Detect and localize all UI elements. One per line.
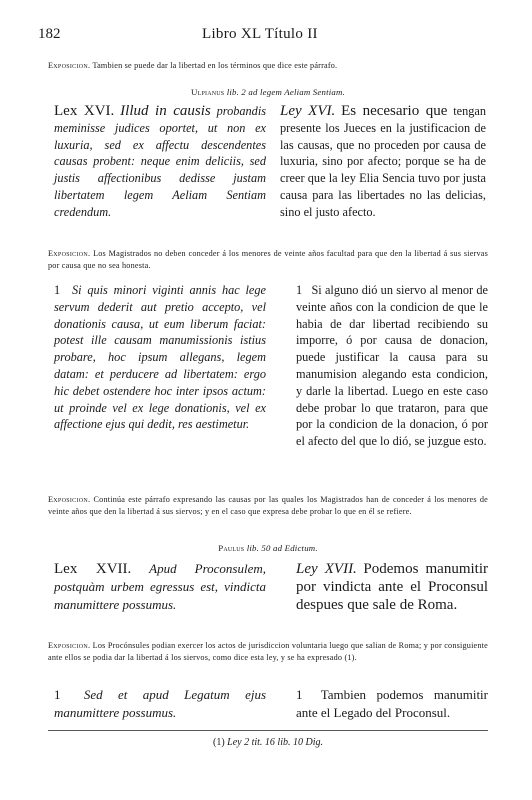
lex-17-latin-body: Apud Proconsulem, postquàm urbem egressus est, vindicta manumittere possumus. — [54, 561, 266, 612]
lex-17-spanish — [296, 560, 488, 614]
paragraph-1-spanish — [296, 282, 488, 450]
lex-16-spanish — [280, 103, 486, 221]
exposition-text: Tambien se puede dar la libertad en los términos que dice este párrafo. — [92, 61, 338, 70]
source-citation-1 — [48, 87, 488, 97]
exposition-label: Exposicion. — [48, 61, 91, 70]
paragraph-2-spanish-number: 1 — [296, 687, 303, 702]
footnote — [48, 737, 488, 748]
source-detail: lib. 50 ad Edictum. — [246, 543, 318, 553]
lex-16-spanish-heading: Ley XVI. — [280, 103, 336, 119]
source-detail: lib. 2 ad legem Aeliam Sentiam. — [226, 87, 345, 97]
lex-17-spanish-heading: Ley XVII. — [296, 561, 357, 577]
exposition-label: Exposicion. — [48, 249, 91, 258]
source-author: Ulpianus — [191, 87, 225, 97]
lex-16-spanish-body: tengan presente los Jueces en la justificacion de las causas, que no proceden por causa de luxuria, sino por afecto; porque se ha de creer que la ley Elia Sencia tuvo por justa causa para las libertades no las delicias, sino el justo afecto. — [280, 104, 487, 219]
lex-16-latin-heading-text: Illud in causis — [120, 103, 211, 119]
paragraph-2-latin — [54, 686, 266, 722]
exposition-1 — [48, 60, 488, 72]
lex-17-latin — [54, 560, 266, 614]
paragraph-1-latin — [54, 282, 266, 433]
lex-16-latin-body: probandis meminisse judices oportet, ut non ex luxuria, sed ex affectu descendentes causas probent: neque enim deliciis, sed justis affectionibus dedisse justam libertatem legem Aeliam Sentiam credendum. — [54, 104, 267, 219]
lex-16-latin-heading: Lex XVI. — [54, 103, 115, 119]
lex-17-latin-heading: Lex XVII. — [54, 561, 132, 577]
exposition-2 — [48, 248, 488, 272]
exposition-text: Los Magistrados no deben conceder á los menores de veinte años facultad para que den la libertad á sus siervas por causa que no sea honesta. — [48, 249, 488, 270]
page-number: 182 — [38, 26, 61, 42]
exposition-label: Exposicion. — [48, 641, 91, 650]
source-author: Paulus — [218, 543, 245, 553]
footnote-rule — [48, 730, 488, 731]
lex-16-latin — [54, 103, 266, 221]
page-title: Libro XL Título II — [202, 26, 318, 42]
exposition-text: Continúa este párrafo expresando las causas por las quales los Magistrados han de conceder á los menores de veinte años que den la libertad á sus siervos; y en el caso que expresa debe probar lo que en él se refiere. — [48, 495, 488, 516]
exposition-3 — [48, 494, 488, 518]
paragraph-1-spanish-body: Si alguno dió un siervo al menor de veinte años con la condicion de que le habia de dar libertad recibiendo su imporre, ó por causa de donacion, puede justificar la causa para su manumision alegando esta condicion, y darle la libertad. Luego en este caso debe probar lo que trataron, para que por la condicion de la donacion, ó por el afecto del que lo dió, se juzgue esto. — [296, 283, 489, 449]
paragraph-2-spanish — [296, 686, 488, 722]
lex-16-spanish-heading-text: Es necesario que — [341, 103, 448, 119]
footnote-text: Ley 2 tit. 16 lib. 10 Dig. — [227, 737, 323, 748]
exposition-4 — [48, 640, 488, 664]
paragraph-2-latin-number: 1 — [54, 687, 61, 702]
footnote-mark: (1) — [212, 737, 225, 748]
source-citation-2 — [48, 543, 488, 553]
exposition-label: Exposicion. — [48, 495, 91, 504]
exposition-text: Los Procónsules podian exercer los actos de jurisdiccion voluntaria luego que salian de Roma; y por consiguiente ante ellos se podia dar la libertad á los siervos, como dice esta ley, y se ha expresado (1). — [48, 641, 488, 662]
paragraph-2-latin-body: Sed et apud Legatum ejus manumittere possumus. — [54, 687, 267, 720]
paragraph-1-spanish-number: 1 — [296, 283, 303, 297]
paragraph-2-spanish-body: Tambien podemos manumitir ante el Legado del Proconsul. — [296, 687, 489, 720]
paragraph-1-latin-body: Si quis minori viginti annis hac lege servum dederit aut pretio accepto, vel donationis causa, ut eum liberum faciat: potest ille causam manumissionis istius probare, hoc ipsum allegans, legem datam: et perducere ad libertatem: ergo hic debet ostendere hoc inter ipsos actum: ut proinde vel ex lege donationis, vel ex affectione ejus qui dedit, res aestimetur. — [54, 283, 266, 432]
lex-17-spanish-body: Podemos manumitir por vindicta ante el Proconsul despues que sale de Roma. — [296, 561, 488, 613]
paragraph-1-latin-number: 1 — [54, 283, 61, 297]
